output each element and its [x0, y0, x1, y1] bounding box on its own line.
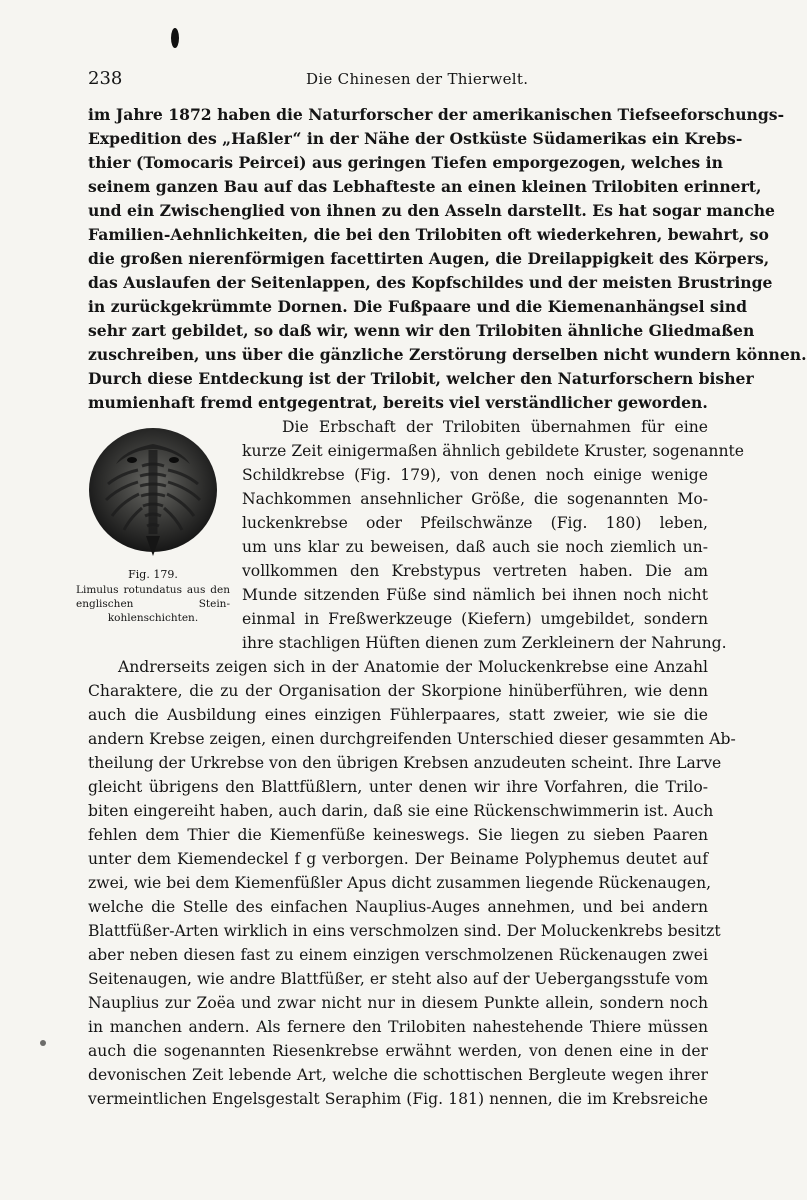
text-line: thier (Tomocaris Peircei) aus geringen Tiefen emporgezogen, welches in	[88, 153, 723, 172]
ink-speck	[171, 28, 179, 48]
text-line: Blattfüßer-Arten wirklich in eins verschmolzen sind. Der Moluckenkrebs besitzt	[88, 922, 721, 940]
text-line: Charaktere, die zu der Organisation der Skorpione hinüberführen, wie denn	[88, 682, 708, 700]
text-line: das Auslaufen der Seitenlappen, des Kopfschildes und der meisten Brustringe	[88, 273, 773, 292]
text-line: gleicht übrigens den Blattfüßlern, unter denen wir ihre Vorfahren, die Trilo-	[88, 778, 708, 796]
text-line: auch die Ausbildung eines einzigen Fühlerpaares, statt zweier, wie sie die	[88, 706, 708, 724]
ink-speck	[40, 1040, 46, 1046]
text-line: mumienhaft fremd entgegentrat, bereits viel verständlicher geworden.	[88, 393, 708, 412]
text-line: zwei, wie bei dem Kiemenfüßler Apus dicht zusammen liegende Rückenaugen,	[88, 874, 712, 892]
text-line: Nachkommen ansehnlicher Größe, die sogenannten Mo-	[242, 490, 708, 508]
text-line: auch die sogenannten Riesenkrebse erwähnt werden, von denen eine in der	[88, 1042, 708, 1060]
text-line: und ein Zwischenglied von ihnen zu den Asseln darstellt. Es hat sogar manche	[88, 201, 775, 220]
text-line: unter dem Kiemendeckel f g verborgen. Der Beiname Polyphemus deutet auf	[88, 850, 708, 868]
text-line: die großen nierenförmigen facettirten Augen, die Dreilappigkeit des Körpers,	[88, 249, 770, 268]
text-line: zuschreiben, uns über die gänzliche Zerstörung derselben nicht wundern können.	[88, 345, 807, 364]
text-line: Andrerseits zeigen sich in der Anatomie der Moluckenkrebse eine Anzahl	[118, 658, 708, 676]
text-line: im Jahre 1872 haben die Naturforscher der amerikanischen Tiefseeforschungs-	[88, 105, 785, 124]
text-line: Durch diese Entdeckung ist der Trilobit, welcher den Naturforschern bisher	[88, 369, 754, 388]
text-line: seinem ganzen Bau auf das Lebhafteste an einen kleinen Trilobiten erinnert,	[88, 177, 762, 196]
text-line: aber neben diesen fast zu einem einzigen verschmolzenen Rückenaugen zwei	[88, 946, 708, 964]
figure-number: Fig. 179.	[128, 568, 178, 581]
text-line: kurze Zeit einigermaßen ähnlich gebildete Kruster, sogenannte	[242, 442, 744, 460]
text-line: Expedition des „Haßler“ in der Nähe der Ostküste Südamerikas ein Krebs-	[88, 129, 743, 148]
text-line: andern Krebse zeigen, einen durchgreifenden Unterschied dieser gesammten Ab-	[88, 730, 736, 748]
text-line: in zurückgekrümmte Dornen. Die Fußpaare und die Kiemenanhängsel sind	[88, 297, 747, 316]
text-line: Schildkrebse (Fig. 179), von denen noch einige wenige	[242, 466, 708, 484]
figure-caption-text: Limulus rotundatus aus den englischen Stein-kohlenschichten.	[76, 584, 230, 624]
text-line: theilung der Urkrebse von den übrigen Krebsen anzudeuten scheint. Ihre Larve	[88, 754, 722, 772]
page-number: 238	[88, 68, 123, 89]
text-line: Seitenaugen, wie andre Blattfüßer, er steht also auf der Uebergangsstufe vom	[88, 970, 709, 988]
figure-caption	[76, 568, 230, 625]
text-line: um uns klar zu beweisen, daß auch sie noch ziemlich un-	[242, 538, 708, 556]
text-line: Nauplius zur Zoëa und zwar nicht nur in diesem Punkte allein, sondern noch	[88, 994, 708, 1012]
text-line: vollkommen den Krebstypus vertreten haben. Die am	[242, 562, 708, 580]
text-line: Die Erbschaft der Trilobiten übernahmen für eine	[282, 418, 708, 436]
text-line: vermeintlichen Engelsgestalt Seraphim (Fig. 181) nennen, die im Krebsreiche	[88, 1090, 708, 1108]
text-line: sehr zart gebildet, so daß wir, wenn wir den Trilobiten ähnliche Gliedmaßen	[88, 321, 755, 340]
text-line: Familien-Aehnlichkeiten, die bei den Trilobiten oft wiederkehren, bewahrt, so	[88, 225, 769, 244]
text-line: devonischen Zeit lebende Art, welche die schottischen Bergleute wegen ihrer	[88, 1066, 708, 1084]
text-line: Munde sitzenden Füße sind nämlich bei ihnen noch nicht	[242, 586, 708, 604]
text-line: in manchen andern. Als fernere den Trilobiten nahestehende Thiere müssen	[88, 1018, 708, 1036]
text-line: luckenkrebse oder Pfeilschwänze (Fig. 180) leben,	[242, 514, 708, 532]
text-line: fehlen dem Thier die Kiemenfüße keineswegs. Sie liegen zu sieben Paaren	[88, 826, 708, 844]
text-line: biten eingereiht haben, auch darin, daß sie eine Rückenschwimmerin ist. Auch	[88, 802, 714, 820]
text-line: einmal in Freßwerkzeuge (Kiefern) umgebildet, sondern	[242, 610, 708, 628]
limulus-fossil-illustration	[86, 424, 221, 559]
text-line: ihre stachligen Hüften dienen zum Zerkleinern der Nahrung.	[242, 634, 727, 652]
figure-179-limulus	[86, 424, 221, 559]
running-title: Die Chinesen der Thierwelt.	[306, 70, 529, 88]
text-line: welche die Stelle des einfachen Nauplius-Auges annehmen, und bei andern	[88, 898, 708, 916]
